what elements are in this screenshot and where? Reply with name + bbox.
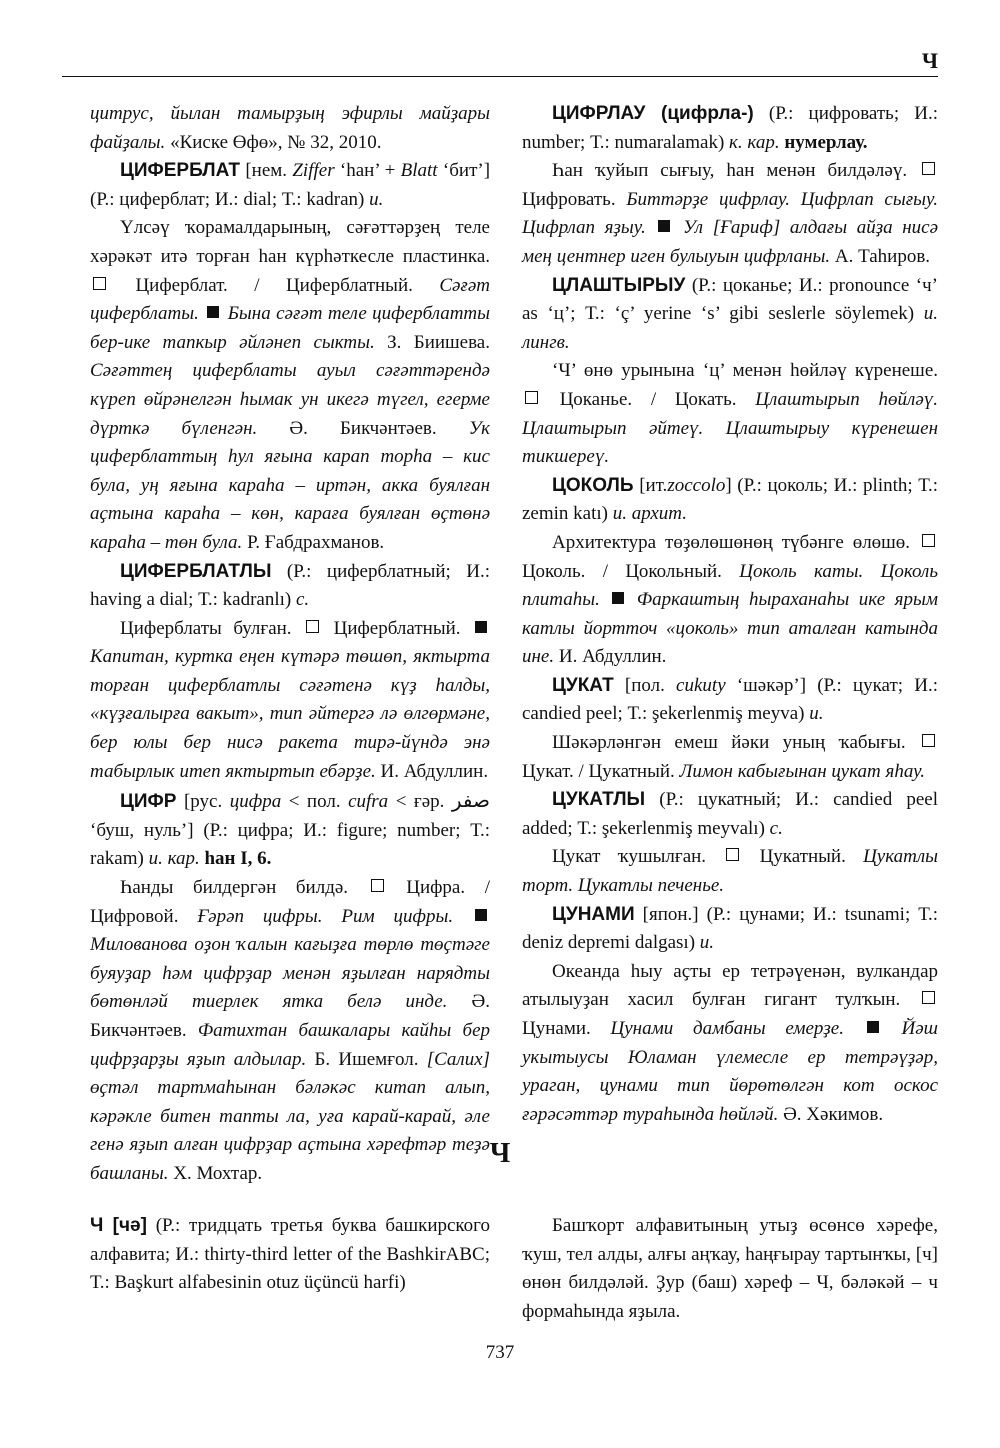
translations: [япон.] (Р.: цунами; И.: tsunami; Т.: deniz depremi dalgası) [522,903,938,954]
filled-square-icon [867,1021,879,1033]
arabic-word: صفر [451,788,491,813]
example: Капитан, куртка еңен күтәрә төшөп, яктырта торған циферблатлы сәғәтенә күҙ һалды, «күҙғалырға вакыт», тип әйтергә лә өлгөрмәне, бер юлы бер нисә ракета тирә-йүндә энә табырлык итеп яктыртып ебәрҙе. [90,646,490,782]
translations: (Р.: цоканье; И.: pronounce ‘ч’ as ‘ц’; Т.: ‘ç’ yerine ‘s’ gibi seslerle söylemek) [522,274,939,325]
russian-equivalent: Цукат. / Цукатный. [522,760,675,782]
etymology: [рус. [183,791,223,813]
translations: (Р.: цукатный; И.: candied peel added; Т.: şekerlenmiş meyvalı) [522,789,938,839]
part-of-speech: и. [699,932,715,954]
open-square-icon [922,734,935,747]
open-square-icon [922,991,935,1004]
translations: (Р.: циферблатный; И.: having a dial; Т.: kadranlı) [90,560,490,611]
etymology-source-word: cufra [348,791,389,813]
example-text: цитрус, йылан тамырҙың эфирлы майҙары файҙалы. [90,103,490,153]
part-of-speech: и. [809,703,824,725]
open-square-icon [922,162,935,175]
author: И. Абдуллин. [558,646,667,668]
definition: Океанда һыу аҫты ер тетрәүенән, вулкандар атылыуҙан хасил булған гигант тулҡын. [522,960,938,1011]
dictionary-entry-tsiferblatly [90,558,490,615]
open-square-icon [525,391,538,404]
letter-description: Башҡорт алфавитының утыҙ өсөнсө хәрефе, ҡуш, тел алды, алғы аңҡау, һаңғырау тартынҡы, [ч] өнөн билдәләй. Ҙур (баш) хәреф – Ч, бәләкәй – ч формаһында яҙыла. [522,1215,938,1322]
entry-body [90,214,490,557]
translations: (Р.: цифровать; И.: number; Т.: numaralamak) [522,103,938,153]
right-column [522,100,938,1129]
letter-headword: Ч [чә] [90,1215,147,1236]
headword: ЦИФР [120,791,177,813]
example: Цлаштырып һөйләү. Цлаштырып әйтеү. Цлаштырыу күренешен тикшереү. [522,388,939,468]
dictionary-entry-tsukatly [522,786,938,843]
open-square-icon [93,277,106,290]
filled-square-icon [658,220,670,232]
russian-equivalent: Циферблатный. [333,617,461,639]
etymology: [ит. [639,474,668,496]
author: З. Биишева. [387,331,490,353]
part-of-speech: с. [769,817,783,839]
filled-square-icon [475,909,487,921]
headword: ЦИФЕРБЛАТЛЫ [120,560,272,582]
running-head: Ч [921,48,938,73]
dictionary-entry-tsokol [522,472,938,529]
example: Сәғәт циферблаты. [90,274,490,325]
definition: ‘Ч’ өнө урынына ‘ц’ менән һөйләү күренеше. [552,360,938,382]
example: Цоколь каты. Цоколь плитаһы. [522,560,938,611]
example: Ғәрәп цифры. Рим цифры. [197,905,454,927]
source-citation: «Киске Өфө», № 32, 2010. [170,131,382,153]
example: Фаркаштың һыраханаһы ике ярым катлы йортточ «цоколь» тип аталған катында ине. [522,589,938,668]
filled-square-icon [612,592,624,604]
example: Ук циферблаттың һул яғына карап торһа – кис була, уң яғына караһа – иртән, акка буялған аҫтына караһа – көн, карағa буялған өҫтөнә караһа – төн була. [90,417,490,553]
author: Ә. Бикчәнтәев. [289,417,437,439]
example: Цунами дамбаны емерҙе. [610,1018,844,1039]
entry-body [90,615,490,787]
etymology-source-word: Ziffer [292,160,335,182]
russian-equivalent: Цоколь. / Цокольный. [522,560,722,582]
letter-entry-left [90,1212,490,1298]
continuation-paragraph [90,100,490,157]
headword: ЦИФРЛАУ (цифрла-) [552,103,754,124]
etymology: [пол. [624,674,665,696]
definition: Һанды билдергән билдә. [120,877,349,899]
example: Биттәрҙе цифрлау. Цифрлап сығыу. Цифрлап яҙыу. [522,188,938,239]
letter-translations: (Р.: тридцать третья буква башкирского алфавита; И.: thirty-third letter of the BashkirABC; Т.: Başkurt alfabesinin otuz üçüncü harfi) [90,1215,491,1294]
example: Ул [Ғариф] алдағы айҙа нисә мең центнер иген булыуын цифрланы. [522,217,939,267]
example: Цукатлы торт. Цукатлы печенье. [522,846,939,897]
author: Б. Ишемғол. [314,1048,419,1070]
part-of-speech: и. [148,848,163,870]
definition: Архитектура төҙөлөшөнөң түбәнге өлөшө. [552,531,911,553]
translations: ‘буш, нуль’] (Р.: цифра; И.: figure; number; Т.: rakam) [90,819,490,870]
russian-equivalent: Цунами. [522,1018,591,1039]
dictionary-entry-tsifr [90,786,490,874]
dictionary-entry-tsiferblat [90,157,490,214]
etymology: < ғәр. [395,791,445,813]
letter-entry-right [522,1212,938,1326]
headword: ЦУНАМИ [552,903,635,925]
entry-body [522,357,938,471]
russian-equivalent: Цоканье. / Цокать. [559,388,737,410]
example: Сәғәттең циферблаты ауыл сәғәттәрендә күреп өйрәнелгән һымак ун икегә түгел, егерме дүрткә бүленгән. [90,360,490,439]
author: А. Таһиров. [834,245,931,267]
example: Йәш укытыусы Юламан үлемесле ер тетрәүҙәр, ураган, цунами тип йөрөтөлгән кот оскос ғәрәсәттәр тураһында һөйләй. [522,1018,938,1125]
russian-equivalent: Цифра. / Цифровой. [90,877,490,927]
headword: ЦУКАТЛЫ [552,789,646,811]
cross-reference: һан I, 6. [204,848,272,870]
open-square-icon [371,879,384,892]
example: Лимон кабығынан цукат яһау. [679,760,926,782]
author: Ә. Хәкимов. [783,1103,884,1125]
cross-reference-label: кар. [747,131,780,153]
author: Р. Ғабдрахманов. [247,531,385,553]
etymology-source-word: цифра [229,791,282,813]
page-number: 737 [485,1342,515,1363]
example: Бына сәғәт теле циферблатты бер-ике тапкыр әйләнеп сыкты. [90,303,491,353]
filled-square-icon [207,306,219,318]
definition: Циферблаты булған. [120,617,292,639]
etymology: < пол. [288,791,341,813]
part-of-speech: с. [295,589,310,611]
cross-reference: нумерлау. [784,131,868,153]
part-of-speech: и. архит. [612,503,688,525]
open-square-icon [726,848,739,861]
headword: ЦЛАШТЫРЫУ [552,274,686,296]
section-letter-heading: Ч [489,1138,511,1169]
russian-equivalent: Цукатный. [759,846,846,868]
author: Х. Мохтар. [173,1162,263,1184]
dictionary-entry-tslashtyryu [522,272,938,358]
translations: ‘бит’] (Р.: циферблат; И.: dial; Т.: kadran) [90,160,491,210]
example: Фатихтан башкалары кайһы бер цифрҙарҙы яҙып алдылар. [90,1020,491,1070]
definition: Үлсәү ҡорамалдарының, сәғәттәрҙең теле хәрәкәт итә торған һан күрһәткесле пластинка. [90,217,490,267]
etymology-source-word: cukuty [676,674,726,696]
author: Ә. Бикчәнтәев. [90,991,490,1041]
entry-body [522,729,938,786]
etymology-source-word: Blatt [400,160,438,182]
dictionary-entry-tsukat [522,672,938,729]
header-rule [62,76,938,77]
entry-body [522,958,938,1130]
etymology: [нем. [245,160,288,182]
open-square-icon [306,620,319,633]
filled-square-icon [475,621,487,633]
russian-equivalent: Циферблат. / Циферблатный. [135,274,413,296]
dictionary-entry-tsunami [522,901,938,958]
example: Милованова оҙон ҡалын кағыҙға төрлө төҫтәге буяуҙар һәм цифрҙар менән яҙылған нарядты бөтөнләй тиерлек ятка белә инде. [90,934,490,1013]
definition: Һан ҡуйып сығыу, һан менән билдәләү. [552,160,908,182]
definition: Шәкәрләнгән емеш йәки уның ҡабығы. [552,732,906,754]
dictionary-entry-tsifrlau [522,100,938,157]
translations: ‘шәкәр’] (Р.: цукат; И.: candied peel; Т.: şekerlenmiş meyva) [522,674,939,725]
part-of-speech: и. [369,188,384,210]
russian-equivalent: Цифровать. [522,188,616,210]
entry-body [522,529,938,672]
headword: ЦУКАТ [552,674,614,696]
author: И. Абдуллин. [380,760,489,782]
cross-reference-label: кар. [167,848,200,870]
open-square-icon [922,534,935,547]
etymology-source-word: zoccolo [667,474,726,496]
left-column [90,100,490,1189]
entry-body [522,157,938,271]
example: [Салих] өҫтәл тартмаһынан бәләкәс китап алып, кәрәкле битен тапты ла, уға карай-карай, әле генә яҙып алған цифрҙар аҫтына хәрефтәр теҙә башланы. [90,1048,491,1184]
entry-body [522,843,938,900]
headword: ЦИФЕРБЛАТ [120,160,240,182]
etymology: ‘һан’ + [339,160,396,182]
definition: Цукат ҡушылған. [552,846,707,868]
headword: ЦОКОЛЬ [552,474,634,496]
part-of-speech: и. лингв. [522,303,938,353]
translations: ] (Р.: цоколь; И.: plinth; Т.: zemin katı) [522,474,939,525]
part-of-speech: к. [729,131,743,153]
